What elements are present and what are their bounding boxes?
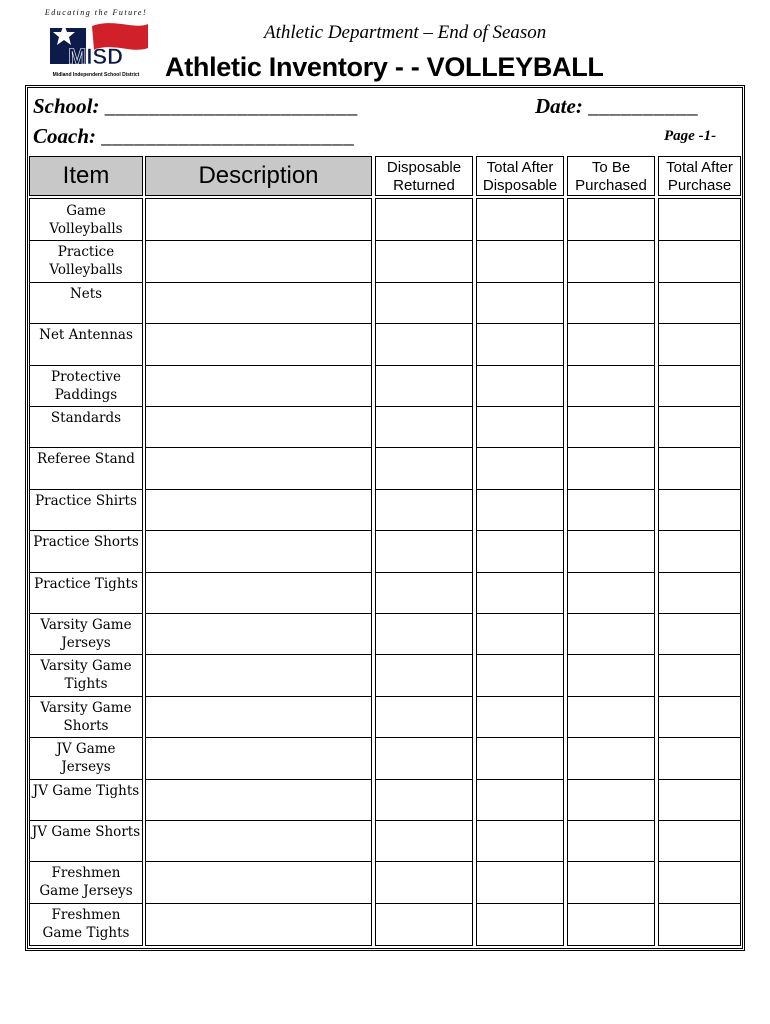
row-divider — [29, 489, 143, 490]
coach-field[interactable] — [33, 124, 354, 149]
date-label: Date: — [535, 94, 583, 118]
row-divider — [375, 282, 473, 283]
row-divider — [476, 613, 564, 614]
row-divider — [658, 572, 741, 573]
row-divider — [567, 240, 655, 241]
row-divider — [29, 530, 143, 531]
item-label: JV Game Shorts — [31, 824, 141, 840]
row-divider — [145, 654, 372, 655]
row-divider — [567, 613, 655, 614]
row-divider — [567, 447, 655, 448]
row-divider — [567, 365, 655, 366]
row-divider — [145, 779, 372, 780]
row-divider — [567, 861, 655, 862]
item-label: Nets — [69, 285, 103, 302]
row-divider — [145, 323, 372, 324]
row-divider — [658, 903, 741, 904]
school-field[interactable] — [33, 94, 358, 119]
total-after-purchase-header: Total After Purchase — [658, 156, 741, 196]
row-divider — [145, 282, 372, 283]
row-divider — [476, 903, 564, 904]
row-divider — [658, 240, 741, 241]
row-divider — [29, 696, 143, 697]
row-divider — [29, 779, 143, 780]
row-divider — [29, 240, 143, 241]
item-label: Net Antennas — [39, 327, 133, 344]
item-label: Protective Paddings — [51, 368, 121, 403]
row-divider — [375, 737, 473, 738]
row-divider — [145, 572, 372, 573]
row-divider — [476, 282, 564, 283]
row-divider — [567, 282, 655, 283]
item-label: Freshmen Game Tights — [42, 906, 130, 941]
row-divider — [567, 530, 655, 531]
row-divider — [658, 489, 741, 490]
row-divider — [567, 572, 655, 573]
row-divider — [29, 365, 143, 366]
row-divider — [658, 737, 741, 738]
row-divider — [29, 820, 143, 821]
row-divider — [567, 654, 655, 655]
row-divider — [375, 489, 473, 490]
row-divider — [658, 530, 741, 531]
row-divider — [658, 282, 741, 283]
row-divider — [29, 447, 143, 448]
page-number: Page -1- — [664, 128, 717, 144]
row-divider — [476, 572, 564, 573]
total-after-disposable-header: Total After Disposable — [476, 156, 564, 196]
logo-mark-text: MISD — [68, 44, 123, 69]
row-divider — [145, 903, 372, 904]
row-divider — [375, 861, 473, 862]
department-heading: Athletic Department – End of Season — [264, 22, 547, 43]
row-divider — [29, 282, 143, 283]
row-divider — [658, 696, 741, 697]
row-divider — [145, 240, 372, 241]
row-divider — [476, 240, 564, 241]
row-divider — [375, 240, 473, 241]
row-divider — [476, 654, 564, 655]
item-label: Practice Shirts — [35, 492, 137, 509]
row-divider — [567, 903, 655, 904]
row-divider — [658, 447, 741, 448]
row-divider — [476, 861, 564, 862]
row-divider — [29, 861, 143, 862]
row-divider — [375, 779, 473, 780]
date-field[interactable] — [535, 94, 698, 119]
item-label: Varsity Game Shorts — [40, 699, 132, 734]
item-label: JV Game Tights — [32, 782, 140, 799]
row-divider — [29, 323, 143, 324]
row-divider — [375, 530, 473, 531]
row-divider — [476, 779, 564, 780]
item-label: Referee Stand — [37, 451, 135, 468]
row-divider — [145, 820, 372, 821]
district-logo — [40, 8, 152, 78]
item-label: Practice Tights — [34, 575, 138, 592]
row-divider — [29, 613, 143, 614]
row-divider — [375, 406, 473, 407]
row-divider — [145, 696, 372, 697]
row-divider — [567, 779, 655, 780]
row-divider — [145, 613, 372, 614]
to-be-purchased-header: To Be Purchased — [567, 156, 655, 196]
row-divider — [375, 447, 473, 448]
row-divider — [375, 572, 473, 573]
row-divider — [567, 406, 655, 407]
row-divider — [476, 489, 564, 490]
coach-blank[interactable]: _______________________ — [101, 124, 355, 148]
row-divider — [375, 365, 473, 366]
row-divider — [476, 696, 564, 697]
school-blank[interactable]: _______________________ — [104, 94, 358, 118]
row-divider — [476, 820, 564, 821]
row-divider — [567, 489, 655, 490]
row-divider — [658, 779, 741, 780]
item-header: Item — [29, 156, 143, 196]
row-divider — [29, 572, 143, 573]
coach-label: Coach: — [33, 124, 96, 148]
row-divider — [658, 365, 741, 366]
row-divider — [567, 737, 655, 738]
item-label: Game Volleyballs — [49, 203, 123, 237]
item-label: JV Game Jerseys — [56, 741, 116, 776]
school-label: School: — [33, 94, 100, 118]
row-divider — [29, 903, 143, 904]
row-divider — [145, 861, 372, 862]
row-divider — [567, 820, 655, 821]
row-divider — [145, 530, 372, 531]
row-divider — [658, 654, 741, 655]
item-label: Standards — [50, 410, 122, 426]
row-divider — [476, 737, 564, 738]
row-divider — [145, 406, 372, 407]
row-divider — [375, 820, 473, 821]
misd-logo-mark — [44, 20, 148, 70]
row-divider — [29, 737, 143, 738]
row-divider — [658, 820, 741, 821]
row-divider — [145, 365, 372, 366]
logo-tagline: Educating the Future! — [44, 8, 148, 17]
row-divider — [375, 323, 473, 324]
date-blank[interactable]: __________ — [588, 94, 699, 118]
row-divider — [658, 406, 741, 407]
row-divider — [29, 406, 143, 407]
row-divider — [29, 654, 143, 655]
row-divider — [476, 406, 564, 407]
item-label: Practice Volleyballs — [49, 244, 123, 279]
row-divider — [567, 696, 655, 697]
row-divider — [476, 365, 564, 366]
row-divider — [375, 613, 473, 614]
item-label: Varsity Game Tights — [40, 658, 132, 693]
page-title: Athletic Inventory - - VOLLEYBALL — [165, 52, 604, 82]
row-divider — [145, 489, 372, 490]
row-divider — [476, 530, 564, 531]
row-divider — [375, 654, 473, 655]
item-label: Varsity Game Jerseys — [40, 617, 132, 651]
row-divider — [567, 323, 655, 324]
row-divider — [658, 861, 741, 862]
item-label: Freshmen Game Jerseys — [39, 865, 133, 900]
row-divider — [145, 737, 372, 738]
district-name: Midland Independent School District — [52, 72, 140, 78]
item-label: Practice Shorts — [33, 534, 139, 551]
row-divider — [476, 447, 564, 448]
row-divider — [658, 323, 741, 324]
row-divider — [375, 696, 473, 697]
row-divider — [145, 447, 372, 448]
row-divider — [476, 323, 564, 324]
disposable-returned-header: Disposable Returned — [375, 156, 473, 196]
row-divider — [375, 903, 473, 904]
row-divider — [658, 613, 741, 614]
description-header: Description — [145, 156, 372, 196]
